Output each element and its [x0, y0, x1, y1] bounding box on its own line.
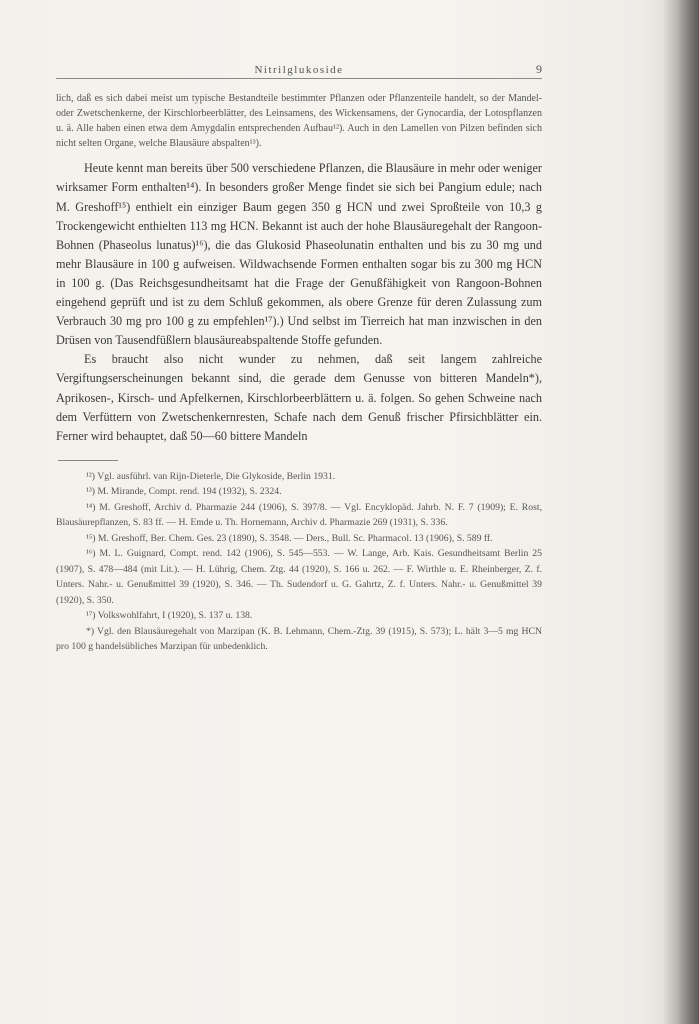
paragraph-2: Es braucht also nicht wunder zu nehmen, daß seit langem zahlreiche Vergiftungserscheinungen bekannt sind, die gerade dem Genusse von bitteren Mandeln*), Aprikosen-, Kirsch- und Apfelkernen, Kirschlorbeerblättern u. ä. folgen. So gehen Schweine nach dem Verfüttern von Zwetschenkernresten, Schafe nach dem Genuß frischer Pfirsichblätter ein. Ferner wird behauptet, daß 50—60 bittere Mandeln [56, 352, 542, 443]
footnote-17: ¹⁷) Volkswohlfahrt, I (1920), S. 137 u. 138. [86, 610, 253, 622]
running-header [56, 58, 542, 79]
main-text [56, 159, 542, 445]
continuation-paragraph: lich, daß es sich dabei meist um typische Bestandteile bestimmter Pflanzen oder Pflanzenteile handelt, so der Mandel- oder Zwetschenkerne, der Kirschlorbeerblätter, des Leinsamens, des Wickensamens, der Gynocardia, der Lotospflanzen u. ä. Alle haben einen etwa dem Amygdalin entsprechenden Aufbau¹²). Auch in den Lamellen von Pilzen befinden sich nicht selten Organe, welche Blausäure abspalten¹³). [56, 93, 542, 150]
footnote-13: ¹³) M. Mirande, Compt. rend. 194 (1932), S. 2324. [86, 486, 282, 498]
page-content [56, 58, 542, 655]
footnote-star: *) Vgl. den Blausäuregehalt von Marzipan (K. B. Lehmann, Chem.-Ztg. 39 (1915), S. 573); L. hält 3—5 mg HCN pro 100 g handelsübliches Marzipan für unbedenklich. [56, 625, 542, 653]
footnote-divider [58, 460, 118, 461]
footnote-12: ¹²) Vgl. ausführl. van Rijn-Dieterle, Die Glykoside, Berlin 1931. [86, 470, 336, 482]
book-spine-shadow [662, 0, 699, 1024]
footnote-16: ¹⁶) M. L. Guignard, Compt. rend. 142 (1906), S. 545—553. — W. Lange, Arb. Kais. Gesundheitsamt Berlin 25 (1907), S. 478—484 (mit Lit.). — H. Lührig, Chem. Ztg. 44 (1920), S. 166 u. 262. — F. Wirthle u. E. Rheinberger, Z. f. Unters. Nahr.- u. Genußmittel 39 (1920), S. 346. — Th. Sudendorf u. G. Gahrtz, Z. f. Unters. Nahr.- u. Genußmittel 39 (1920), S. 350. [56, 548, 542, 606]
paragraph-1: Heute kennt man bereits über 500 verschiedene Pflanzen, die Blausäure in mehr oder weniger wirksamer Form enthalten¹⁴). In besonders großer Menge findet sie sich bei Pangium edule; nach M. Greshoff¹⁵) enthielt ein einziger Baum gegen 350 g HCN und zwei Sproßteile von 10,3 g Trockengewicht enthielten 113 mg HCN. Bekannt ist auch der hohe Blausäuregehalt der Rangoon-Bohnen (Phaseolus lunatus)¹⁶), die das Glukosid Phaseolunatin enthalten und bis zu 30 mg und mehr Blausäure in 100 g aufweisen. Wildwachsende Formen enthalten sogar bis zu 300 mg HCN in 100 g. (Das Reichsgesundheitsamt hat die Frage der Genußfähigkeit von Rangoon-Bohnen eingehend geprüft und ist zu dem Schluß gekommen, als obere Grenze für deren Zulassung zum Verbrauch 30 mg pro 100 g zu empfehlen¹⁷).) Und selbst im Tierreich hat man inzwischen in den Drüsen von Tausendfüßlern blausäureabspaltende Stoffe gefunden. [56, 161, 542, 348]
header-title: Nitrilglukoside [254, 64, 344, 76]
footnote-14: ¹⁴) M. Greshoff, Archiv d. Pharmazie 244 (1906), S. 397/8. — Vgl. Encyklopäd. Jahrb. N. F. 7 (1909); E. Rost, Blausäurepflanzen, S. 83 ff. — H. Emde u. Th. Hornemann, Archiv d. Pharmazie 269 (1931), S. 336. [56, 501, 542, 529]
footnote-15: ¹⁵) M. Greshoff, Ber. Chem. Ges. 23 (1890), S. 3548. — Ders., Bull. Sc. Pharmacol. 13 (1906), S. 589 ff. [86, 532, 493, 544]
page-number: 9 [536, 62, 542, 76]
footnotes [56, 469, 542, 655]
